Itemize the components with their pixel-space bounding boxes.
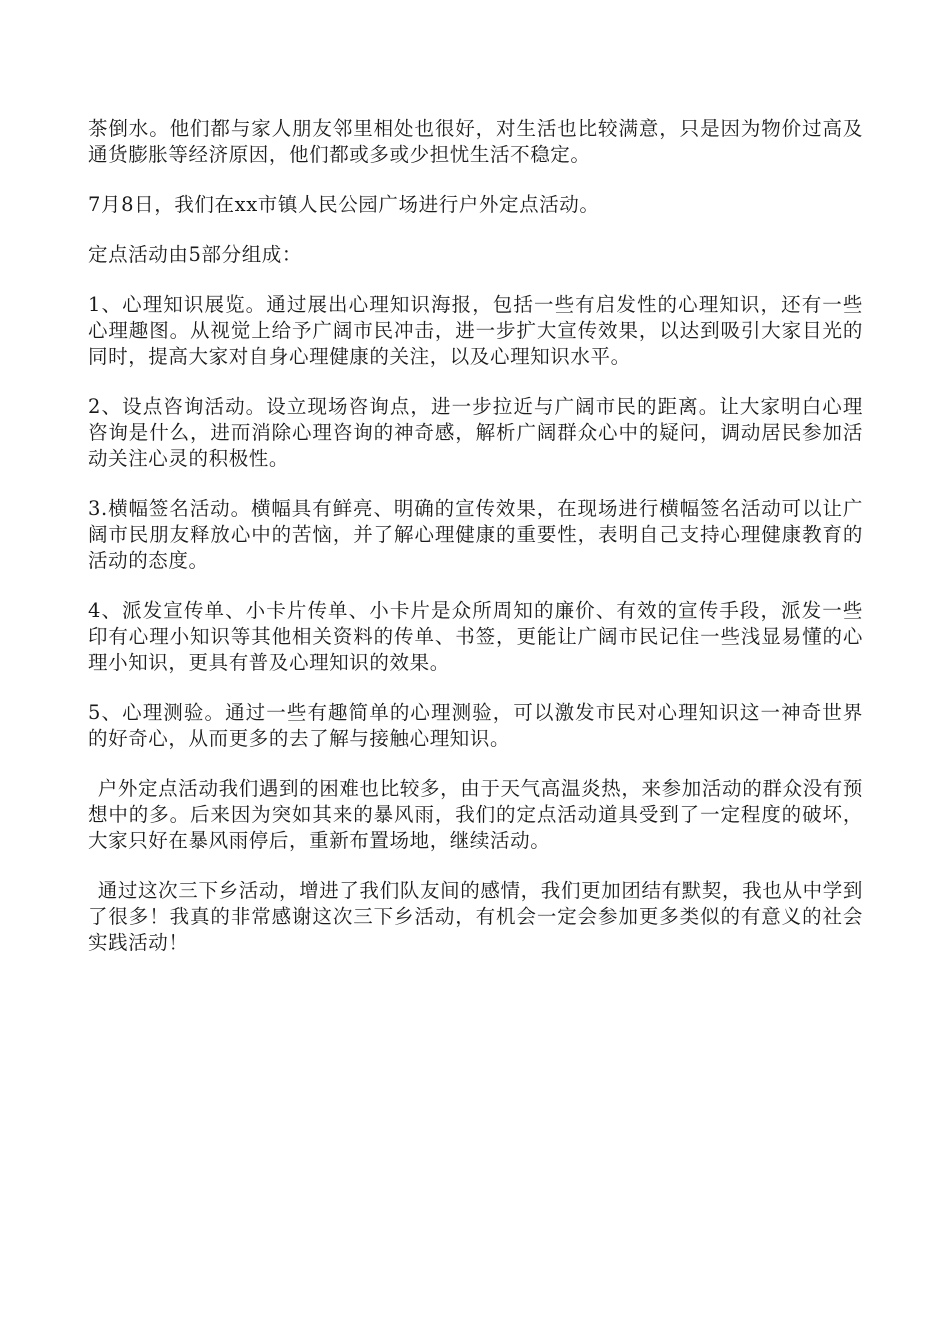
- paragraph-difficulties: 户外定点活动我们遇到的困难也比较多，由于天气高温炎热，来参加活动的群众没有预想中的多。后来因为突如其来的暴风雨，我们的定点活动道具受到了一定程度的破坏，大家只好在暴风雨停后，重新布置场地，继续活动。: [88, 777, 863, 852]
- paragraph-continuation: 茶倒水。他们都与家人朋友邻里相处也很好，对生活也比较满意，只是因为物价过高及通货膨胀等经济原因，他们都或多或少担忧生活不稳定。: [88, 117, 863, 166]
- paragraph-date-location: 7月8日，我们在xx市镇人民公园广场进行户外定点活动。: [88, 193, 600, 216]
- paragraph-item-2: 2、设点咨询活动。设立现场咨询点，进一步拉近与广阔市民的距离。让大家明白心理咨询是什么，进而消除心理咨询的神奇感，解析广阔群众心中的疑问，调动居民参加活动关注心灵的积极性。: [88, 395, 863, 470]
- paragraph-item-3: 3.横幅签名活动。横幅具有鲜亮、明确的宣传效果，在现场进行横幅签名活动可以让广阔市民朋友释放心中的苦恼，并了解心理健康的重要性，表明自己支持心理健康教育的活动的态度。: [88, 497, 863, 572]
- paragraph-activity-intro: 定点活动由5部分组成：: [88, 243, 303, 266]
- paragraph-conclusion: 通过这次三下乡活动，增进了我们队友间的感情，我们更加团结有默契，我也从中学到了很多！我真的非常感谢这次三下乡活动，有机会一定会参加更多类似的有意义的社会实践活动！: [88, 879, 863, 954]
- paragraph-item-5: 5、心理测验。通过一些有趣简单的心理测验，可以激发市民对心理知识这一神奇世界的好奇心，从而更多的去了解与接触心理知识。: [88, 701, 863, 750]
- document-page: [88, 116, 863, 980]
- paragraph-item-4: 4、派发宣传单、小卡片传单、小卡片是众所周知的廉价、有效的宣传手段，派发一些印有心理小知识等其他相关资料的传单、书签，更能让广阔市民记住一些浅显易懂的心理小知识，更具有普及心理知识的效果。: [88, 599, 863, 674]
- paragraph-item-1: 1、心理知识展览。通过展出心理知识海报，包括一些有启发性的心理知识，还有一些心理趣图。从视觉上给予广阔市民冲击，进一步扩大宣传效果，以达到吸引大家目光的同时，提高大家对自身心理健康的关注，以及心理知识水平。: [88, 293, 863, 368]
